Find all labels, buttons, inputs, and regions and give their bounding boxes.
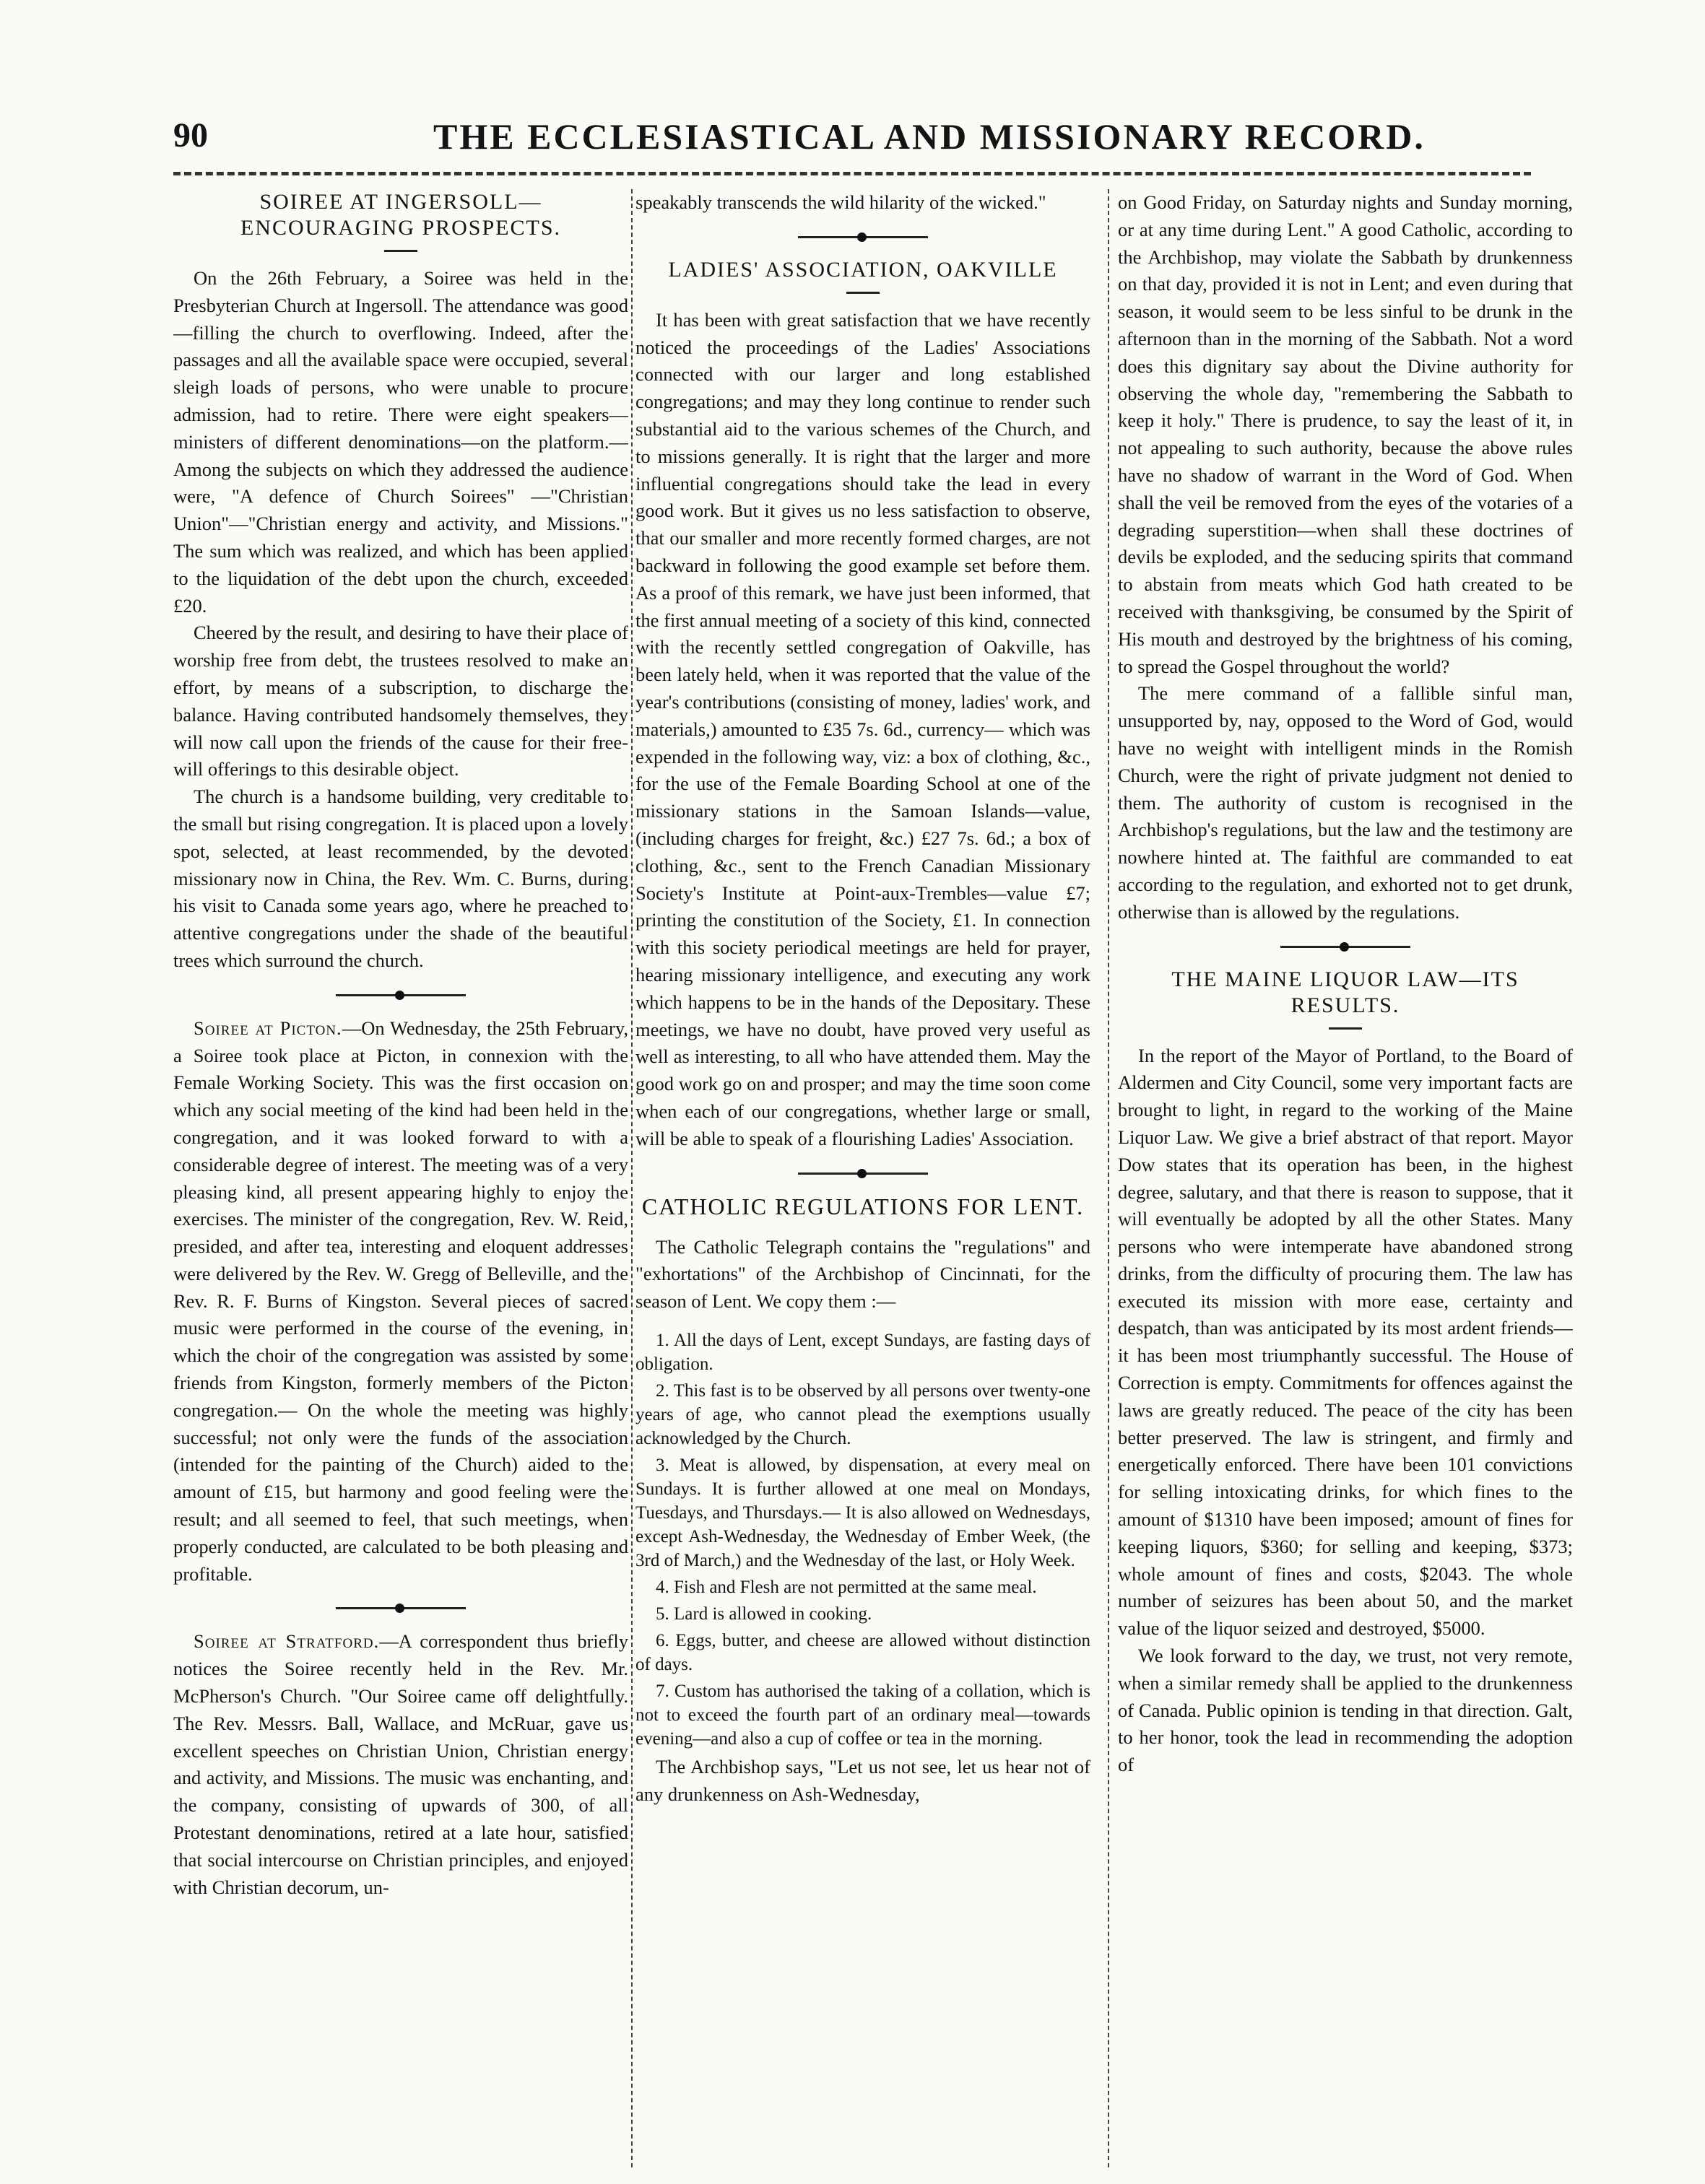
paragraph: The mere command of a fallible sinful man, unsupported by, nay, opposed to the Word of God, would have no weight with intelligent minds in the Romish Church, were the right of private judgment not denied to them. The authority of custom is recognised in the Archbishop's regulations, but the law and the testimony are nowhere hinted at. The faithful are commanded to eat according to the regulation, and exhorted not to get drunk, otherwise than is allowed by the regulations.: [1118, 682, 1573, 923]
paragraph: The church is a handsome building, very creditable to the small but rising congregation. It is placed upon a lovely spot, selected, at least recommended, by the devoted missionary now in China, the Rev. Wm. C. Burns, during his visit to Canada some years ago, where he preached to attentive congregations under the shade of the beautiful trees which surround the church.: [173, 786, 628, 971]
article-heading-maine-law: THE MAINE LIQUOR LAW—ITS RESULTS.: [1171, 967, 1519, 1017]
running-title: THE ECCLESIASTICAL AND MISSIONARY RECORD.: [433, 116, 1426, 157]
section-ornament: [336, 1604, 466, 1612]
paragraph-stratford: [173, 1628, 628, 1901]
article-heading-lent: CATHOLIC REGULATIONS FOR LENT.: [641, 1193, 1085, 1219]
regulation-item: 7. Custom has authorised the taking of a collation, which is not to exceed the fourth part of an ordinary meal—towards evening—and also a cup of coffee or tea in the morning.: [635, 1681, 1090, 1749]
column-left: [173, 189, 628, 2167]
paragraph: In the report of the Mayor of Portland, to the Board of Aldermen and City Council, some very important facts are brought to light, in regard to the working of the Maine Liquor Law. We give a brief abstract of that report. Mayor Dow states that its operation has been, in the highest degree, salutary, and that there is reason to suppose, that it will eventually be adopted by all the other States. Many persons who were intemperate have abandoned strong drinks, from the difficulty of procuring them. The law has executed its mission with more ease, certainty and despatch, than was anticipated by its most ardent friends—it has been most triumphantly successful. The House of Correction is empty. Commitments for offences against the laws are greatly reduced. The peace of the city has been better preserved. The law is stringent, and firmly and energetically enforced. There have been 101 convictions for selling intoxicating drinks, for which fines to the amount of $1310 have been imposed; amount of fines for keeping liquors, $360; for selling and keeping, $373; whole amount of fines and costs, $2043. The whole number of seizures has been about 50, and the market value of the liquor seized and destroyed, $5000.: [1118, 1044, 1573, 1640]
section-ornament: [1280, 942, 1410, 951]
paragraph: We look forward to the day, we trust, not very remote, when a similar remedy shall be applied to the drunkenness of Canada. Public opinion is tending in that direction. Galt, to her honor, took the lead in recommending the adoption of: [1118, 1645, 1573, 1776]
regulation-item: 6. Eggs, butter, and cheese are allowed without distinction of days.: [635, 1630, 1090, 1674]
heading-rule: [846, 292, 880, 294]
column-right: [1118, 189, 1573, 2167]
run-in-heading: Soiree at Stratford.: [194, 1630, 380, 1653]
paragraph: It has been with great satisfaction that we have recently noticed the proceedings of the Ladies' Associations connected with our larger and long established congregations; and may they long continue to render such substantial aid to the various schemes of the Church, and to missions generally. It is right that the larger and more influential congregations should take the lead in every good work. But it gives us no less satisfaction to observe, that our smaller and more recently formed charges, are not backward in following the good example set before them. As a proof of this remark, we have just been informed, that the first annual meeting of a society of this kind, connected with the recently settled congregation of Oakville, has been lately held, when it was reported that the value of the year's contributions (consisting of money, ladies' work, and materials,) amounted to £35 7s. 6d., currency— which was expended in the following way, viz: a box of clothing, &c., for the use of the Female Boarding School at one of the missionary stations in the Samoan Islands—value, (including charges for freight, &c.) £27 7s. 6d.; a box of clothing, &c., sent to the French Canadian Missionary Society's Institute at Point-aux-Trembles—value £7; printing the constitution of the Society, £1. In connection with this society periodical meetings are held for prayer, hearing missionary intelligence, and executing any work which happens to be in the hands of the Depositary. These meetings, we have no doubt, have proved very useful as well as interesting, to all who have attended them. May the good work go on and prosper; and may the time soon come when each of our congregations, whether large or small, will be able to speak of a flourishing Ladies' Association.: [635, 308, 1090, 1149]
section-ornament: [336, 991, 466, 999]
paragraph: On the 26th February, a Soiree was held in the Presbyterian Church at Ingersoll. The attendance was good—filling the church to overflowing. Indeed, after the passages and all the available space were occupied, several sleigh loads of persons, who were unable to procure admission, had to retire. There were eight speakers—ministers of different denominations—on the platform.— Among the subjects on which they addressed the audience were, "A defence of Church Soirees" —"Christian Union"—"Christian energy and activity, and Missions." The sum which was realized, and which has been applied to the liquidation of the debt upon the church, exceeded £20.: [173, 267, 628, 617]
regulation-item: 2. This fast is to be observed by all persons over twenty-one years of age, who cannot plead the exemptions usually acknowledged by the Church.: [635, 1380, 1090, 1448]
article-heading-oakville: LADIES' ASSOCIATION, OAKVILLE: [668, 257, 1058, 282]
column-middle: [635, 189, 1090, 2167]
paragraph-text: —On Wednesday, the 25th February, a Soiree took place at Picton, in connexion with the Female Working Society. This was the first occasion on which any social meeting of the kind had been held in the congregation, and it was looked forward to with a considerable degree of interest. The meeting was of a very pleasing kind, all present appearing highly to enjoy the exercises. The minister of the congregation, Rev. W. Reid, presided, and after tea, interesting and eloquent addresses were delivered by the Rev. W. Gregg of Belleville, and the Rev. R. F. Burns of Kingston. Several pieces of sacred music were performed in the course of the evening, in which the choir of the congregation was assisted by some friends from Kingston, formerly members of the Picton congregation.— On the whole the meeting was highly successful; not only were the funds of the association (intended for the painting of the Church) aided to the amount of £15, but harmony and good feeling were the result; and all seemed to feel, that such meetings, when properly conducted, are calculated to be both pleasing and profitable.: [173, 1017, 628, 1585]
paragraph: Cheered by the result, and desiring to have their place of worship free from debt, the trustees resolved to make an effort, by means of a subscription, to discharge the balance. Having contributed handsomely themselves, they will now call upon the friends of the cause for their free-will offerings to this desirable object.: [173, 622, 628, 780]
header-rule: [173, 172, 1531, 175]
column-divider: [1108, 189, 1109, 2167]
heading-rule: [1329, 1027, 1362, 1030]
regulation-item: 4. Fish and Flesh are not permitted at the same meal.: [656, 1577, 1037, 1597]
section-ornament: [798, 1169, 928, 1178]
paragraph: The Archbishop says, "Let us not see, let us hear not of any drunkenness on Ash-Wednesday,: [635, 1755, 1090, 1805]
paragraph-continued: speakably transcends the wild hilarity of the wicked.": [635, 191, 1046, 213]
page-header: [173, 116, 1531, 166]
column-divider: [631, 189, 633, 2167]
paragraph: The Catholic Telegraph contains the "regulations" and "exhortations" of the Archbishop of Cincinnati, for the season of Lent. We copy them :—: [635, 1235, 1090, 1313]
run-in-heading: Soiree at Picton.: [194, 1017, 342, 1039]
paragraph-picton: [173, 1015, 628, 1588]
page-number: 90: [173, 116, 208, 155]
heading-rule: [384, 250, 417, 252]
paragraph-continued: on Good Friday, on Saturday nights and Sunday morning, or at any time during Lent." A good Catholic, according to the Archbishop, may violate the Sabbath by drunkenness on that day, provided it is not in Lent; and even during that season, it would seem to be less sinful to be drunk in the afternoon than in the morning of the Sabbath. Not a word does this dignitary say about the Divine authority for observing the whole day, "remembering the Sabbath to keep it holy." There is prudence, to say the least of it, in not appealing to such authority, because the above rules have no shadow of warrant in the Word of God. When shall the veil be removed from the eyes of the votaries of a degrading superstition—when shall these doctrines of devils be exploded, and the seducing spirits that command to abstain from meats which God hath created to be received with thanksgiving, be consumed by the Spirit of His mouth and destroyed by the brightness of his coming, to spread the Gospel throughout the world?: [1118, 191, 1573, 677]
paragraph-text: —A correspondent thus briefly notices the Soiree recently held in the Rev. Mr. McPherson's Church. "Our Soiree came off delightfully. The Rev. Messrs. Ball, Wallace, and McRuar, gave us excellent speeches on Christian Union, Christian energy and activity, and Missions. The music was enchanting, and the company, consisting of upwards of 300, of all Protestant denominations, retired at a late hour, satisfied that social intercourse on Christian principles, and enjoyed with Christian decorum, un-: [173, 1630, 628, 1898]
regulation-item: 5. Lard is allowed in cooking.: [656, 1604, 872, 1624]
section-ornament: [798, 232, 928, 241]
regulation-item: 3. Meat is allowed, by dispensation, at every meal on Sundays. It is further allowed at one meal on Mondays, Tuesdays, and Thursdays.— It is also allowed on Wednesdays, except Ash-Wednesday, the Wednesday of Ember Week, (the 3rd of March,) and the Wednesday of the last, or Holy Week.: [635, 1455, 1090, 1570]
regulation-item: 1. All the days of Lent, except Sundays, are fasting days of obligation.: [635, 1330, 1090, 1374]
article-heading-ingersoll: SOIREE AT INGERSOLL—ENCOURAGING PROSPECTS.: [240, 190, 562, 240]
